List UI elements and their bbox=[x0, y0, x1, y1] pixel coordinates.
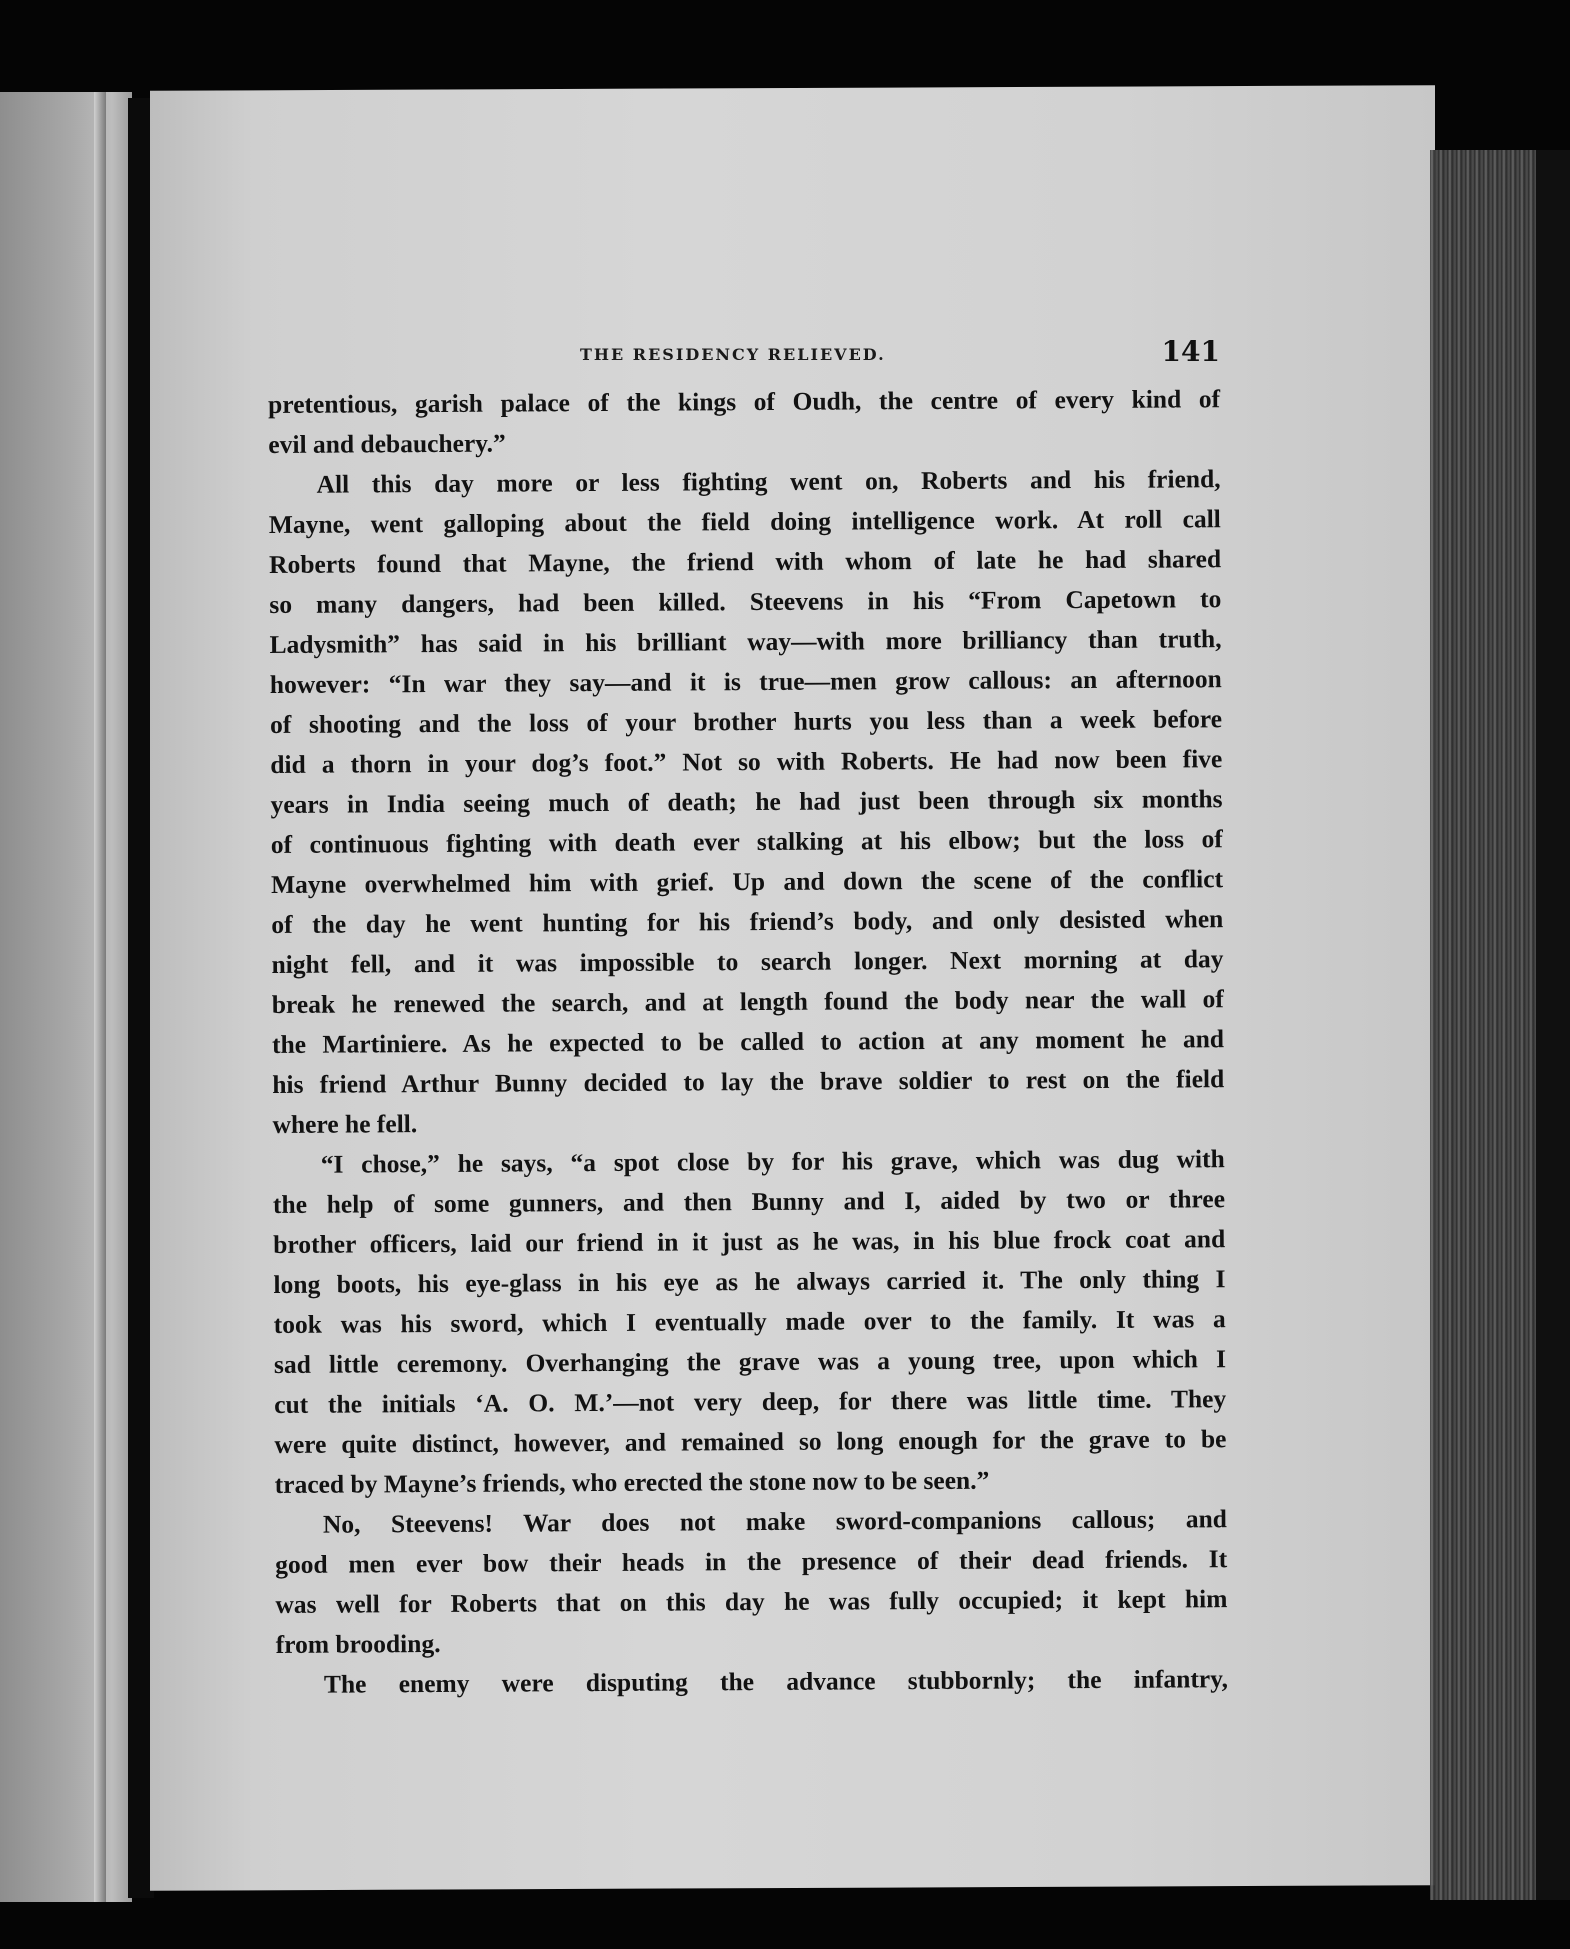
text-line: of continuous fighting with death ever stalking at his elbow; but the loss of bbox=[270, 824, 1223, 859]
book-cover-edge bbox=[1536, 150, 1570, 1900]
facing-page-edge bbox=[0, 92, 132, 1902]
text-line: the help of some gunners, and then Bunny and I, aided by two or three bbox=[272, 1184, 1226, 1219]
text-line: traced by Mayne’s friends, who erected the stone now to be seen.” bbox=[274, 1465, 990, 1499]
text-line: evil and debauchery.” bbox=[268, 428, 506, 459]
text-line: Mayne, went galloping about the field doing intelligence work. At roll call bbox=[268, 504, 1221, 539]
text-line: break he renewed the search, and at length found the body near the wall of bbox=[271, 984, 1224, 1019]
text-line: long boots, his eye-glass in his eye as he always carried it. The only thing I bbox=[273, 1264, 1226, 1299]
text-line: however: “In war they say—and it is true—men grow callous: an afternoon bbox=[269, 664, 1222, 699]
text-line: good men ever bow their heads in the presence of their dead friends. It bbox=[275, 1544, 1228, 1579]
page-header bbox=[275, 335, 1220, 375]
text-line: cut the initials ‘A. O. M.’—not very deep, for there was little time. They bbox=[274, 1384, 1227, 1419]
text-line: Ladysmith” has said in his brilliant way—with more brilliancy than truth, bbox=[269, 624, 1222, 659]
text-line: from brooding. bbox=[275, 1628, 441, 1659]
text-line: pretentious, garish palace of the kings of Oudh, the centre of every kind of bbox=[268, 384, 1221, 419]
body-text bbox=[268, 379, 1228, 1705]
text-line: did a thorn in your dog’s foot.” Not so with Roberts. He had now been five bbox=[270, 744, 1223, 779]
text-line: The enemy were disputing the advance stubbornly; the infantry, bbox=[323, 1664, 1229, 1699]
text-line: “I chose,” he says, “a spot close by for his grave, which was dug with bbox=[320, 1144, 1225, 1179]
text-line: years in India seeing much of death; he had just been through six months bbox=[270, 784, 1223, 819]
text-line: so many dangers, had been killed. Steevens in his “From Capetown to bbox=[269, 584, 1222, 619]
text-line: took was his sword, which I eventually made over to the family. It was a bbox=[273, 1304, 1226, 1339]
text-line: brother officers, laid our friend in it just as he was, in his blue frock coat and bbox=[273, 1224, 1226, 1259]
text-line: were quite distinct, however, and remained so long enough for the grave to be bbox=[274, 1424, 1227, 1459]
text-line: where he fell. bbox=[272, 1109, 418, 1139]
text-line: No, Steevens! War does not make sword-companions callous; and bbox=[322, 1504, 1228, 1539]
book-page-edges bbox=[1430, 150, 1540, 1900]
text-line: night fell, and it was impossible to search longer. Next morning at day bbox=[271, 944, 1224, 979]
facing-page-shadow bbox=[94, 92, 106, 1902]
running-head: THE RESIDENCY RELIEVED. bbox=[580, 345, 886, 364]
text-line: Mayne overwhelmed him with grief. Up and down the scene of the conflict bbox=[270, 864, 1224, 899]
text-line: All this day more or less fighting went on, Roberts and his friend, bbox=[316, 464, 1221, 499]
text-line: his friend Arthur Bunny decided to lay the brave soldier to rest on the field bbox=[272, 1064, 1225, 1099]
text-line: was well for Roberts that on this day he was fully occupied; it kept him bbox=[275, 1584, 1228, 1619]
text-line: of the day he went hunting for his friend’s body, and only desisted when bbox=[271, 904, 1224, 939]
text-line: sad little ceremony. Overhanging the grave was a young tree, upon which I bbox=[273, 1344, 1227, 1379]
text-line: Roberts found that Mayne, the friend with whom of late he had shared bbox=[269, 544, 1222, 579]
page-number: 141 bbox=[1161, 335, 1220, 368]
text-line: the Martiniere. As he expected to be called to action at any moment he and bbox=[271, 1024, 1225, 1059]
text-line: of shooting and the loss of your brother hurts you less than a week before bbox=[269, 704, 1223, 739]
